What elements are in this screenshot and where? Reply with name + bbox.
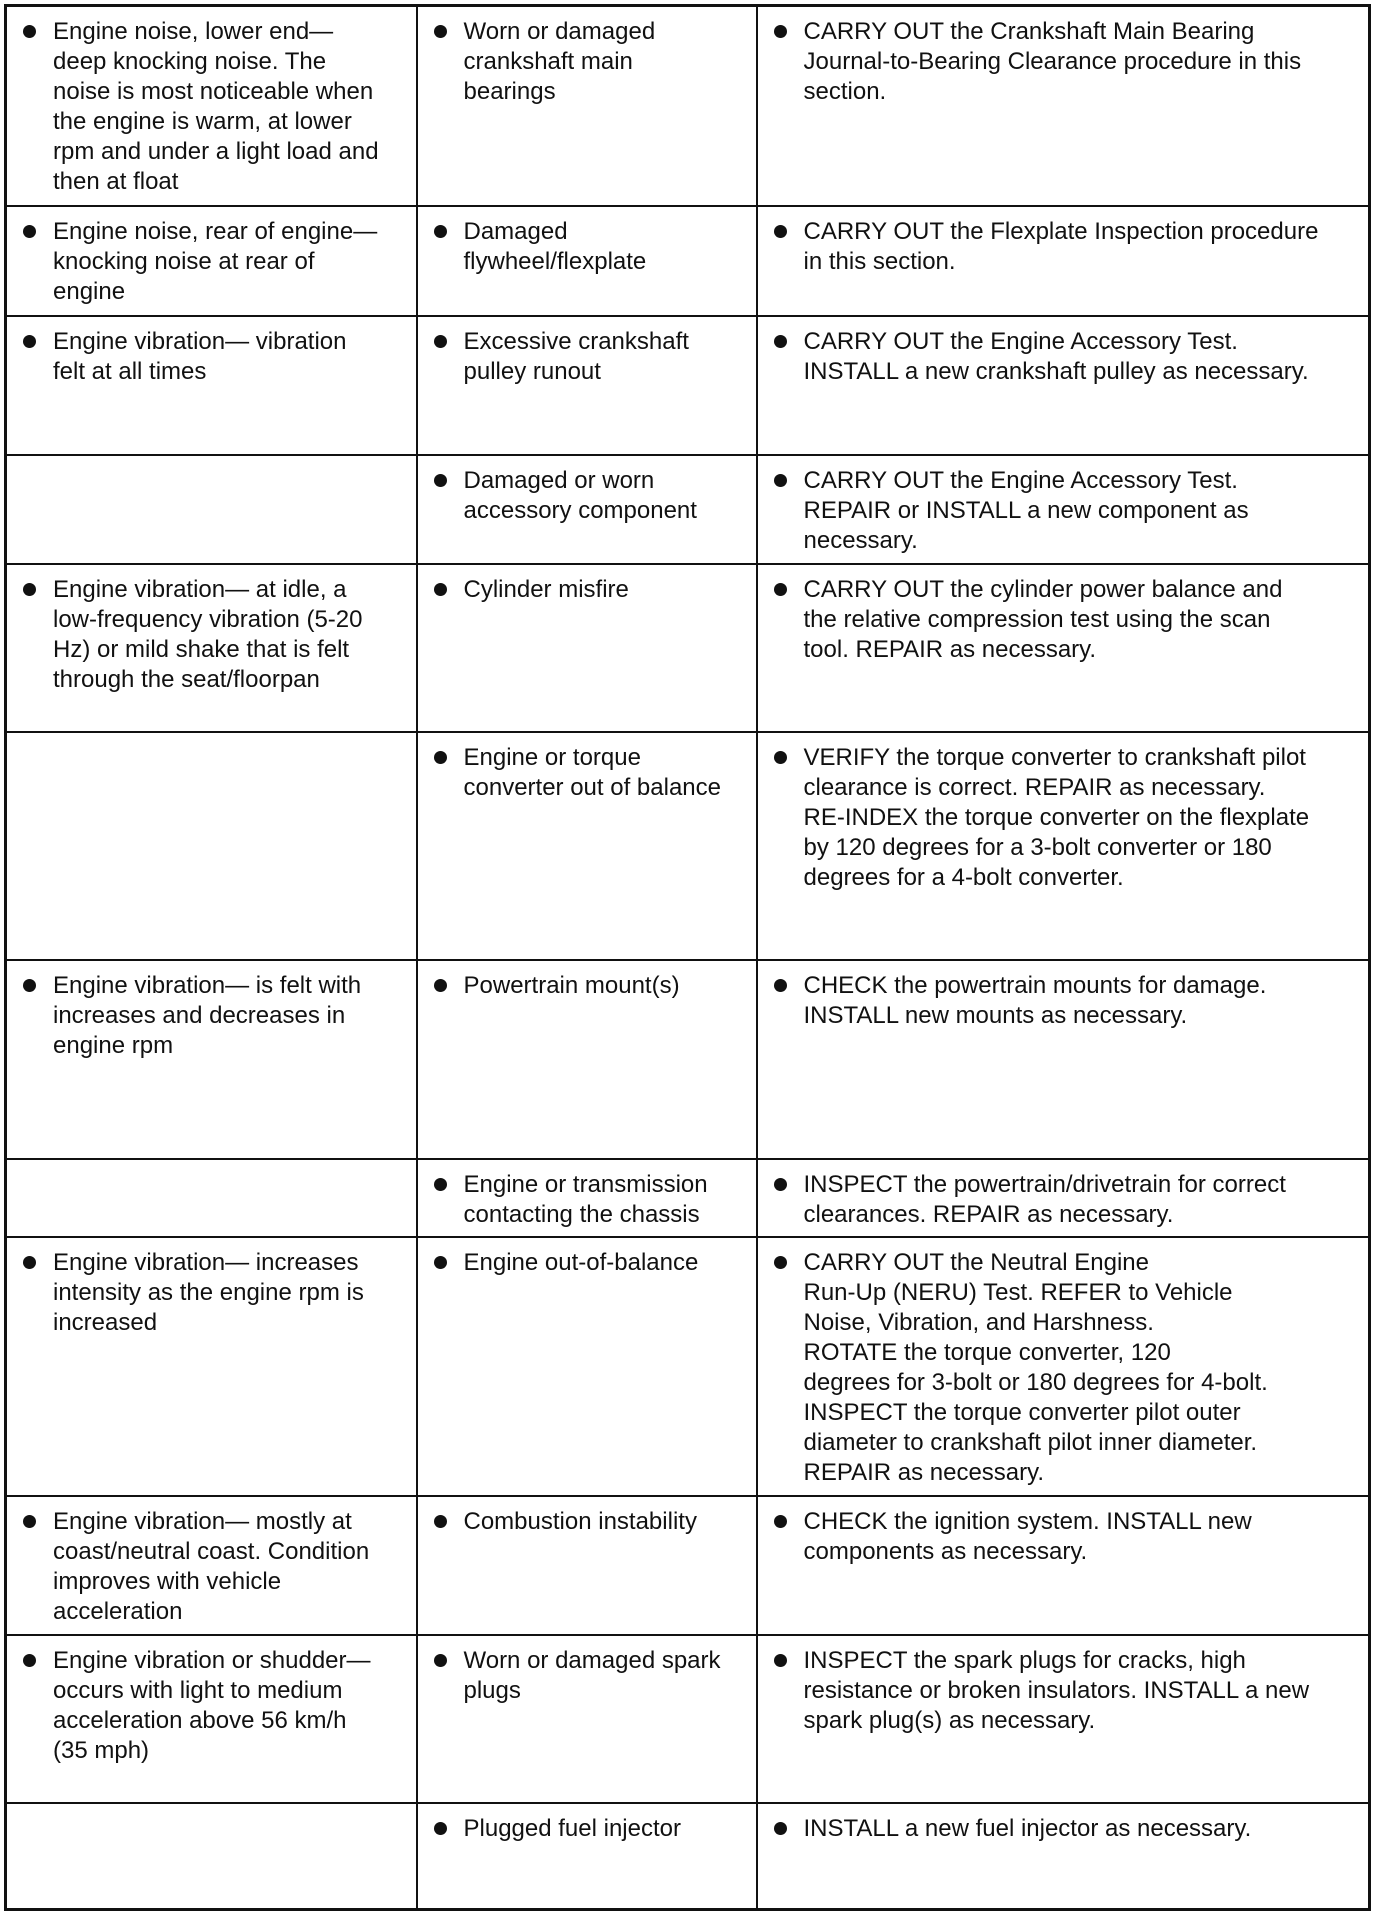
cause-cell [417,1237,757,1496]
cause-text: Engine out-of-balance [463,1248,699,1276]
action-cell [757,732,1370,960]
bullet-icon [774,1256,787,1269]
cause-text: Plugged fuel injector [463,1814,681,1842]
cause-cell [417,316,757,455]
bullet-icon [23,25,36,38]
action-text: CHECK the powertrain mounts for damage. INSTALL new mounts as necessary. [803,971,1267,1029]
bullet-icon [434,751,447,764]
action-cell [757,1237,1370,1496]
table-row [6,1803,1370,1910]
cause-cell [417,455,757,564]
action-text: INSPECT the spark plugs for cracks, high resistance or broken insulators. INSTALL a new spark plug(s) as necessary. [803,1646,1310,1734]
cause-cell [417,206,757,316]
bullet-icon [774,335,787,348]
action-text: CARRY OUT the Flexplate Inspection procedure in this section. [803,217,1319,275]
bullet-icon [434,25,447,38]
action-cell [757,1159,1370,1237]
action-cell [757,206,1370,316]
action-text: CARRY OUT the cylinder power balance and the relative compression test using the scan tool. REPAIR as necessary. [803,575,1283,663]
bullet-icon [434,1256,447,1269]
cause-text: Cylinder misfire [463,575,629,603]
table-row [6,564,1370,732]
bullet-icon [434,979,447,992]
condition-cell-empty [6,455,417,564]
condition-text: Engine vibration or shudder— occurs with light to medium acceleration above 56 km/h (35 mph) [53,1646,371,1764]
condition-cell-empty [6,1159,417,1237]
condition-text: Engine noise, rear of engine— knocking noise at rear of engine [53,217,378,305]
bullet-icon [23,225,36,238]
bullet-icon [774,25,787,38]
action-cell [757,564,1370,732]
condition-text: Engine vibration— at idle, a low-frequency vibration (5-20 Hz) or mild shake that is felt through the seat/floorpan [53,575,363,693]
condition-text: Engine vibration— mostly at coast/neutral coast. Condition improves with vehicle acceleration [53,1507,370,1625]
cause-text: Damaged or worn accessory component [463,466,697,524]
cause-text: Engine or transmission contacting the chassis [463,1170,708,1228]
bullet-icon [774,1822,787,1835]
cause-text: Excessive crankshaft pulley runout [463,327,689,385]
condition-cell [6,1237,417,1496]
bullet-icon [434,1654,447,1667]
cause-cell [417,732,757,960]
cause-cell [417,1635,757,1803]
bullet-icon [774,1178,787,1191]
condition-cell [6,564,417,732]
cause-text: Combustion instability [463,1507,697,1535]
table-row [6,1635,1370,1803]
bullet-icon [434,335,447,348]
condition-text: Engine vibration— vibration felt at all times [53,327,347,385]
bullet-icon [23,1654,36,1667]
action-text: INSTALL a new fuel injector as necessary. [803,1814,1252,1842]
condition-cell [6,6,417,206]
action-cell [757,316,1370,455]
cause-text: Powertrain mount(s) [463,971,680,999]
cause-text: Damaged flywheel/flexplate [463,217,647,275]
cause-cell [417,6,757,206]
action-text: CARRY OUT the Engine Accessory Test. INSTALL a new crankshaft pulley as necessary. [803,327,1309,385]
diagnostic-table [4,4,1371,1911]
table-row [6,1237,1370,1496]
bullet-icon [434,474,447,487]
condition-text: Engine noise, lower end— deep knocking noise. The noise is most noticeable when the engine is warm, at lower rpm and under a light load and then at float [53,18,379,195]
bullet-icon [23,583,36,596]
cause-cell [417,1803,757,1910]
condition-cell [6,316,417,455]
bullet-icon [774,979,787,992]
cause-cell [417,960,757,1159]
condition-cell [6,1496,417,1635]
table-row [6,960,1370,1159]
bullet-icon [774,1654,787,1667]
condition-cell [6,206,417,316]
cause-text: Worn or damaged crankshaft main bearings [463,18,656,105]
cause-cell [417,1159,757,1237]
action-cell [757,455,1370,564]
condition-text: Engine vibration— increases intensity as the engine rpm is increased [53,1248,364,1336]
table-row [6,316,1370,455]
condition-cell-empty [6,1803,417,1910]
action-text: CHECK the ignition system. INSTALL new components as necessary. [803,1507,1252,1565]
condition-cell [6,1635,417,1803]
bullet-icon [23,335,36,348]
action-text: INSPECT the powertrain/drivetrain for correct clearances. REPAIR as necessary. [803,1170,1286,1228]
action-cell [757,1635,1370,1803]
action-cell [757,960,1370,1159]
action-cell [757,1496,1370,1635]
bullet-icon [774,751,787,764]
action-cell [757,1803,1370,1910]
bullet-icon [774,583,787,596]
cause-text: Engine or torque converter out of balance [463,743,721,801]
bullet-icon [23,1515,36,1528]
table-row [6,6,1370,206]
table-row [6,732,1370,960]
action-cell [757,6,1370,206]
bullet-icon [434,1178,447,1191]
table-row [6,206,1370,316]
table-row [6,455,1370,564]
bullet-icon [434,1822,447,1835]
cause-cell [417,564,757,732]
bullet-icon [23,1256,36,1269]
bullet-icon [434,225,447,238]
action-text: CARRY OUT the Crankshaft Main Bearing Journal-to-Bearing Clearance procedure in this section. [803,18,1302,105]
cause-text: Worn or damaged spark plugs [463,1646,721,1704]
table-row [6,1159,1370,1237]
action-text: CARRY OUT the Engine Accessory Test. REPAIR or INSTALL a new component as necessary. [803,466,1249,554]
bullet-icon [774,1515,787,1528]
condition-cell-empty [6,732,417,960]
bullet-icon [774,474,787,487]
bullet-icon [434,583,447,596]
condition-cell [6,960,417,1159]
bullet-icon [434,1515,447,1528]
bullet-icon [774,225,787,238]
action-text: CARRY OUT the Neutral Engine Run-Up (NERU) Test. REFER to Vehicle Noise, Vibration, and Harshness. ROTATE the torque converter, 120 degrees for 3-bolt or 180 degrees for 4-bolt. INSPECT the torque converter pilot outer diameter to crankshaft pilot inner diameter. REPAIR as necessary. [803,1248,1268,1486]
bullet-icon [23,979,36,992]
condition-text: Engine vibration— is felt with increases and decreases in engine rpm [53,971,362,1059]
table-row [6,1496,1370,1635]
cause-cell [417,1496,757,1635]
action-text: VERIFY the torque converter to crankshaft pilot clearance is correct. REPAIR as necessary. RE-INDEX the torque converter on the flexplate by 120 degrees for a 3-bolt converter or 180 degrees for a 4-bolt converter. [803,743,1310,891]
